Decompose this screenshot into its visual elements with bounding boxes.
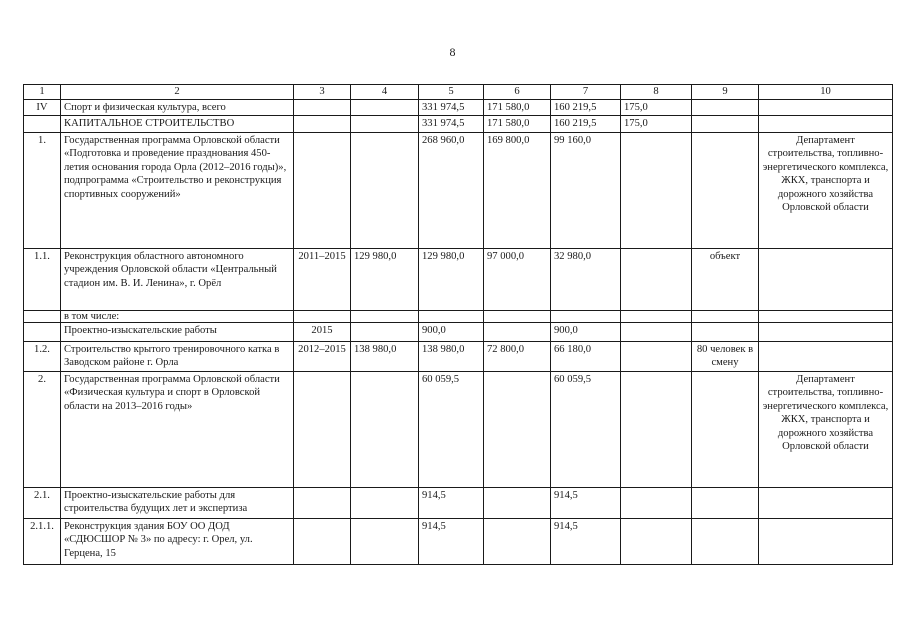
- cell-col5: 129 980,0: [419, 248, 484, 310]
- cell-name: КАПИТАЛЬНОЕ СТРОИТЕЛЬСТВО: [61, 116, 294, 133]
- cell-col8: [621, 487, 692, 518]
- cell-period: [294, 518, 351, 564]
- cell-col9: [692, 116, 759, 133]
- cell-department: [759, 99, 893, 116]
- column-header: 10: [759, 85, 893, 100]
- cell-col6: [484, 487, 551, 518]
- cell-period: [294, 99, 351, 116]
- cell-col4: [351, 310, 419, 322]
- column-header: 2: [61, 85, 294, 100]
- cell-department: [759, 487, 893, 518]
- cell-name: Государственная программа Орловской области «Физическая культура и спорт в Орловской области на 2013–2016 годы»: [61, 371, 294, 487]
- table-row: [24, 248, 893, 310]
- cell-col6: 171 580,0: [484, 116, 551, 133]
- cell-name: Проектно-изыскательские работы для строительства будущих лет и экспертиза: [61, 487, 294, 518]
- column-header: 1: [24, 85, 61, 100]
- cell-period: [294, 487, 351, 518]
- cell-col6: 72 800,0: [484, 341, 551, 371]
- cell-col8: [621, 518, 692, 564]
- cell-name: Строительство крытого тренировочного катка в Заводском районе г. Орла: [61, 341, 294, 371]
- budget-table: [23, 84, 893, 565]
- cell-col6: [484, 371, 551, 487]
- cell-department: Департамент строительства, топливно-энергетического комплекса, ЖКХ, транспорта и дорожного хозяйства Орловской области: [759, 371, 893, 487]
- header-row: [24, 85, 893, 100]
- column-header: 8: [621, 85, 692, 100]
- cell-name: Реконструкция областного автономного учреждения Орловской области «Центральный стадион им. В. И. Ленина», г. Орёл: [61, 248, 294, 310]
- cell-period: 2012–2015: [294, 341, 351, 371]
- cell-col7: 900,0: [551, 322, 621, 341]
- cell-col8: 175,0: [621, 116, 692, 133]
- cell-name: Спорт и физическая культура, всего: [61, 99, 294, 116]
- cell-index: IV: [24, 99, 61, 116]
- cell-index: 1.: [24, 132, 61, 248]
- cell-department: [759, 341, 893, 371]
- cell-col7: 32 980,0: [551, 248, 621, 310]
- cell-index: 1.2.: [24, 341, 61, 371]
- cell-col6: 171 580,0: [484, 99, 551, 116]
- cell-col6: [484, 310, 551, 322]
- table-row: [24, 310, 893, 322]
- cell-col9: [692, 371, 759, 487]
- cell-col8: [621, 248, 692, 310]
- cell-col7: 66 180,0: [551, 341, 621, 371]
- cell-department: [759, 518, 893, 564]
- cell-period: [294, 132, 351, 248]
- cell-col8: [621, 310, 692, 322]
- cell-col7: 914,5: [551, 518, 621, 564]
- table-row: [24, 518, 893, 564]
- cell-index: [24, 322, 61, 341]
- table-row: [24, 99, 893, 116]
- cell-col4: [351, 132, 419, 248]
- cell-department: [759, 116, 893, 133]
- cell-col8: [621, 132, 692, 248]
- cell-name: в том числе:: [61, 310, 294, 322]
- cell-col7: 914,5: [551, 487, 621, 518]
- table-row: [24, 132, 893, 248]
- cell-department: Департамент строительства, топливно-энергетического комплекса, ЖКХ, транспорта и дорожного хозяйства Орловской области: [759, 132, 893, 248]
- table-row: [24, 116, 893, 133]
- cell-index: 2.: [24, 371, 61, 487]
- cell-col5: 60 059,5: [419, 371, 484, 487]
- cell-col5: 331 974,5: [419, 116, 484, 133]
- cell-col4: 129 980,0: [351, 248, 419, 310]
- column-header: 3: [294, 85, 351, 100]
- cell-col6: 97 000,0: [484, 248, 551, 310]
- cell-col4: [351, 487, 419, 518]
- cell-col4: 138 980,0: [351, 341, 419, 371]
- page-number: 8: [449, 45, 456, 59]
- table-row: [24, 487, 893, 518]
- cell-department: [759, 310, 893, 322]
- cell-period: [294, 371, 351, 487]
- cell-col5: 138 980,0: [419, 341, 484, 371]
- cell-col7: [551, 310, 621, 322]
- cell-col4: [351, 116, 419, 133]
- cell-col6: [484, 518, 551, 564]
- cell-col7: 160 219,5: [551, 99, 621, 116]
- cell-col9: [692, 322, 759, 341]
- cell-col5: 914,5: [419, 487, 484, 518]
- cell-department: [759, 248, 893, 310]
- cell-name: Реконструкция здания БОУ ОО ДОД «СДЮСШОР № 3» по адресу: г. Орел, ул. Герцена, 15: [61, 518, 294, 564]
- cell-col4: [351, 518, 419, 564]
- cell-period: [294, 116, 351, 133]
- cell-period: [294, 310, 351, 322]
- cell-col9: [692, 487, 759, 518]
- cell-col5: 900,0: [419, 322, 484, 341]
- cell-col4: [351, 99, 419, 116]
- cell-col7: 60 059,5: [551, 371, 621, 487]
- cell-name: Проектно-изыскательские работы: [61, 322, 294, 341]
- cell-col4: [351, 322, 419, 341]
- cell-col9: [692, 99, 759, 116]
- cell-col8: [621, 371, 692, 487]
- table-row: [24, 341, 893, 371]
- cell-index: 1.1.: [24, 248, 61, 310]
- cell-col9: [692, 310, 759, 322]
- cell-col8: 175,0: [621, 99, 692, 116]
- column-header: 7: [551, 85, 621, 100]
- cell-col9: 80 человек в смену: [692, 341, 759, 371]
- cell-col7: 160 219,5: [551, 116, 621, 133]
- cell-col5: 331 974,5: [419, 99, 484, 116]
- cell-col5: 914,5: [419, 518, 484, 564]
- table-row: [24, 371, 893, 487]
- cell-index: [24, 310, 61, 322]
- column-header: 5: [419, 85, 484, 100]
- cell-col6: 169 800,0: [484, 132, 551, 248]
- cell-period: 2011–2015: [294, 248, 351, 310]
- cell-index: 2.1.1.: [24, 518, 61, 564]
- cell-department: [759, 322, 893, 341]
- column-header: 9: [692, 85, 759, 100]
- cell-name: Государственная программа Орловской области «Подготовка и проведение празднования 450-летия основания города Орла (2012–2016 годы)», подпрограмма «Строительство и реконструкция спортивных сооружений»: [61, 132, 294, 248]
- cell-index: [24, 116, 61, 133]
- cell-col9: объект: [692, 248, 759, 310]
- column-header: 6: [484, 85, 551, 100]
- table-row: [24, 322, 893, 341]
- cell-index: 2.1.: [24, 487, 61, 518]
- cell-col7: 99 160,0: [551, 132, 621, 248]
- column-header: 4: [351, 85, 419, 100]
- cell-col5: [419, 310, 484, 322]
- cell-col9: [692, 132, 759, 248]
- cell-col6: [484, 322, 551, 341]
- cell-period: 2015: [294, 322, 351, 341]
- cell-col8: [621, 322, 692, 341]
- cell-col9: [692, 518, 759, 564]
- cell-col4: [351, 371, 419, 487]
- cell-col8: [621, 341, 692, 371]
- cell-col5: 268 960,0: [419, 132, 484, 248]
